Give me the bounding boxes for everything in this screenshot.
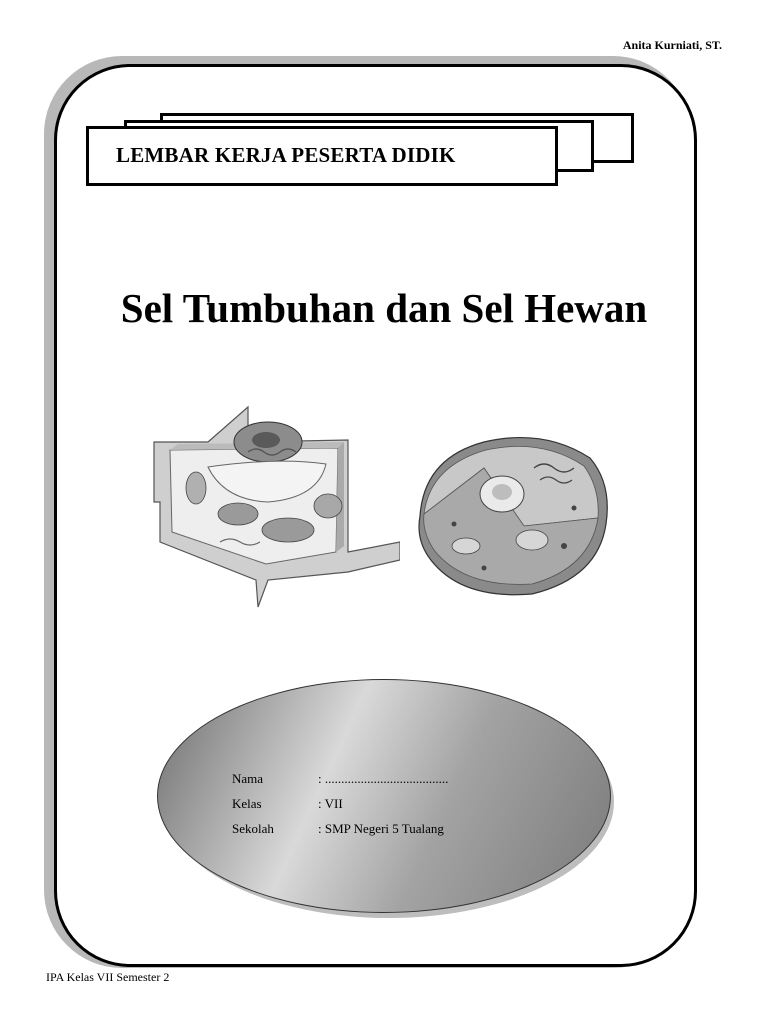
info-row-nama: [232, 766, 448, 791]
info-value: : VII: [318, 796, 343, 811]
page-title: Sel Tumbuhan dan Sel Hewan: [120, 285, 648, 331]
info-row-kelas: [232, 791, 448, 816]
info-label: Sekolah: [232, 821, 274, 836]
info-label: Nama: [232, 771, 264, 786]
animal-cell-icon: [414, 428, 614, 598]
info-row-sekolah: [232, 816, 448, 841]
name-field[interactable]: : ......................................: [318, 771, 449, 786]
worksheet-label: LEMBAR KERJA PESERTA DIDIK: [116, 143, 456, 167]
footer-text: IPA Kelas VII Semester 2: [46, 970, 170, 984]
author-name: Anita Kurniati, ST.: [622, 38, 722, 52]
student-info: [232, 766, 448, 841]
info-label: Kelas: [232, 796, 262, 811]
plant-cell-icon: [148, 402, 400, 612]
info-value: : SMP Negeri 5 Tualang: [318, 821, 444, 836]
